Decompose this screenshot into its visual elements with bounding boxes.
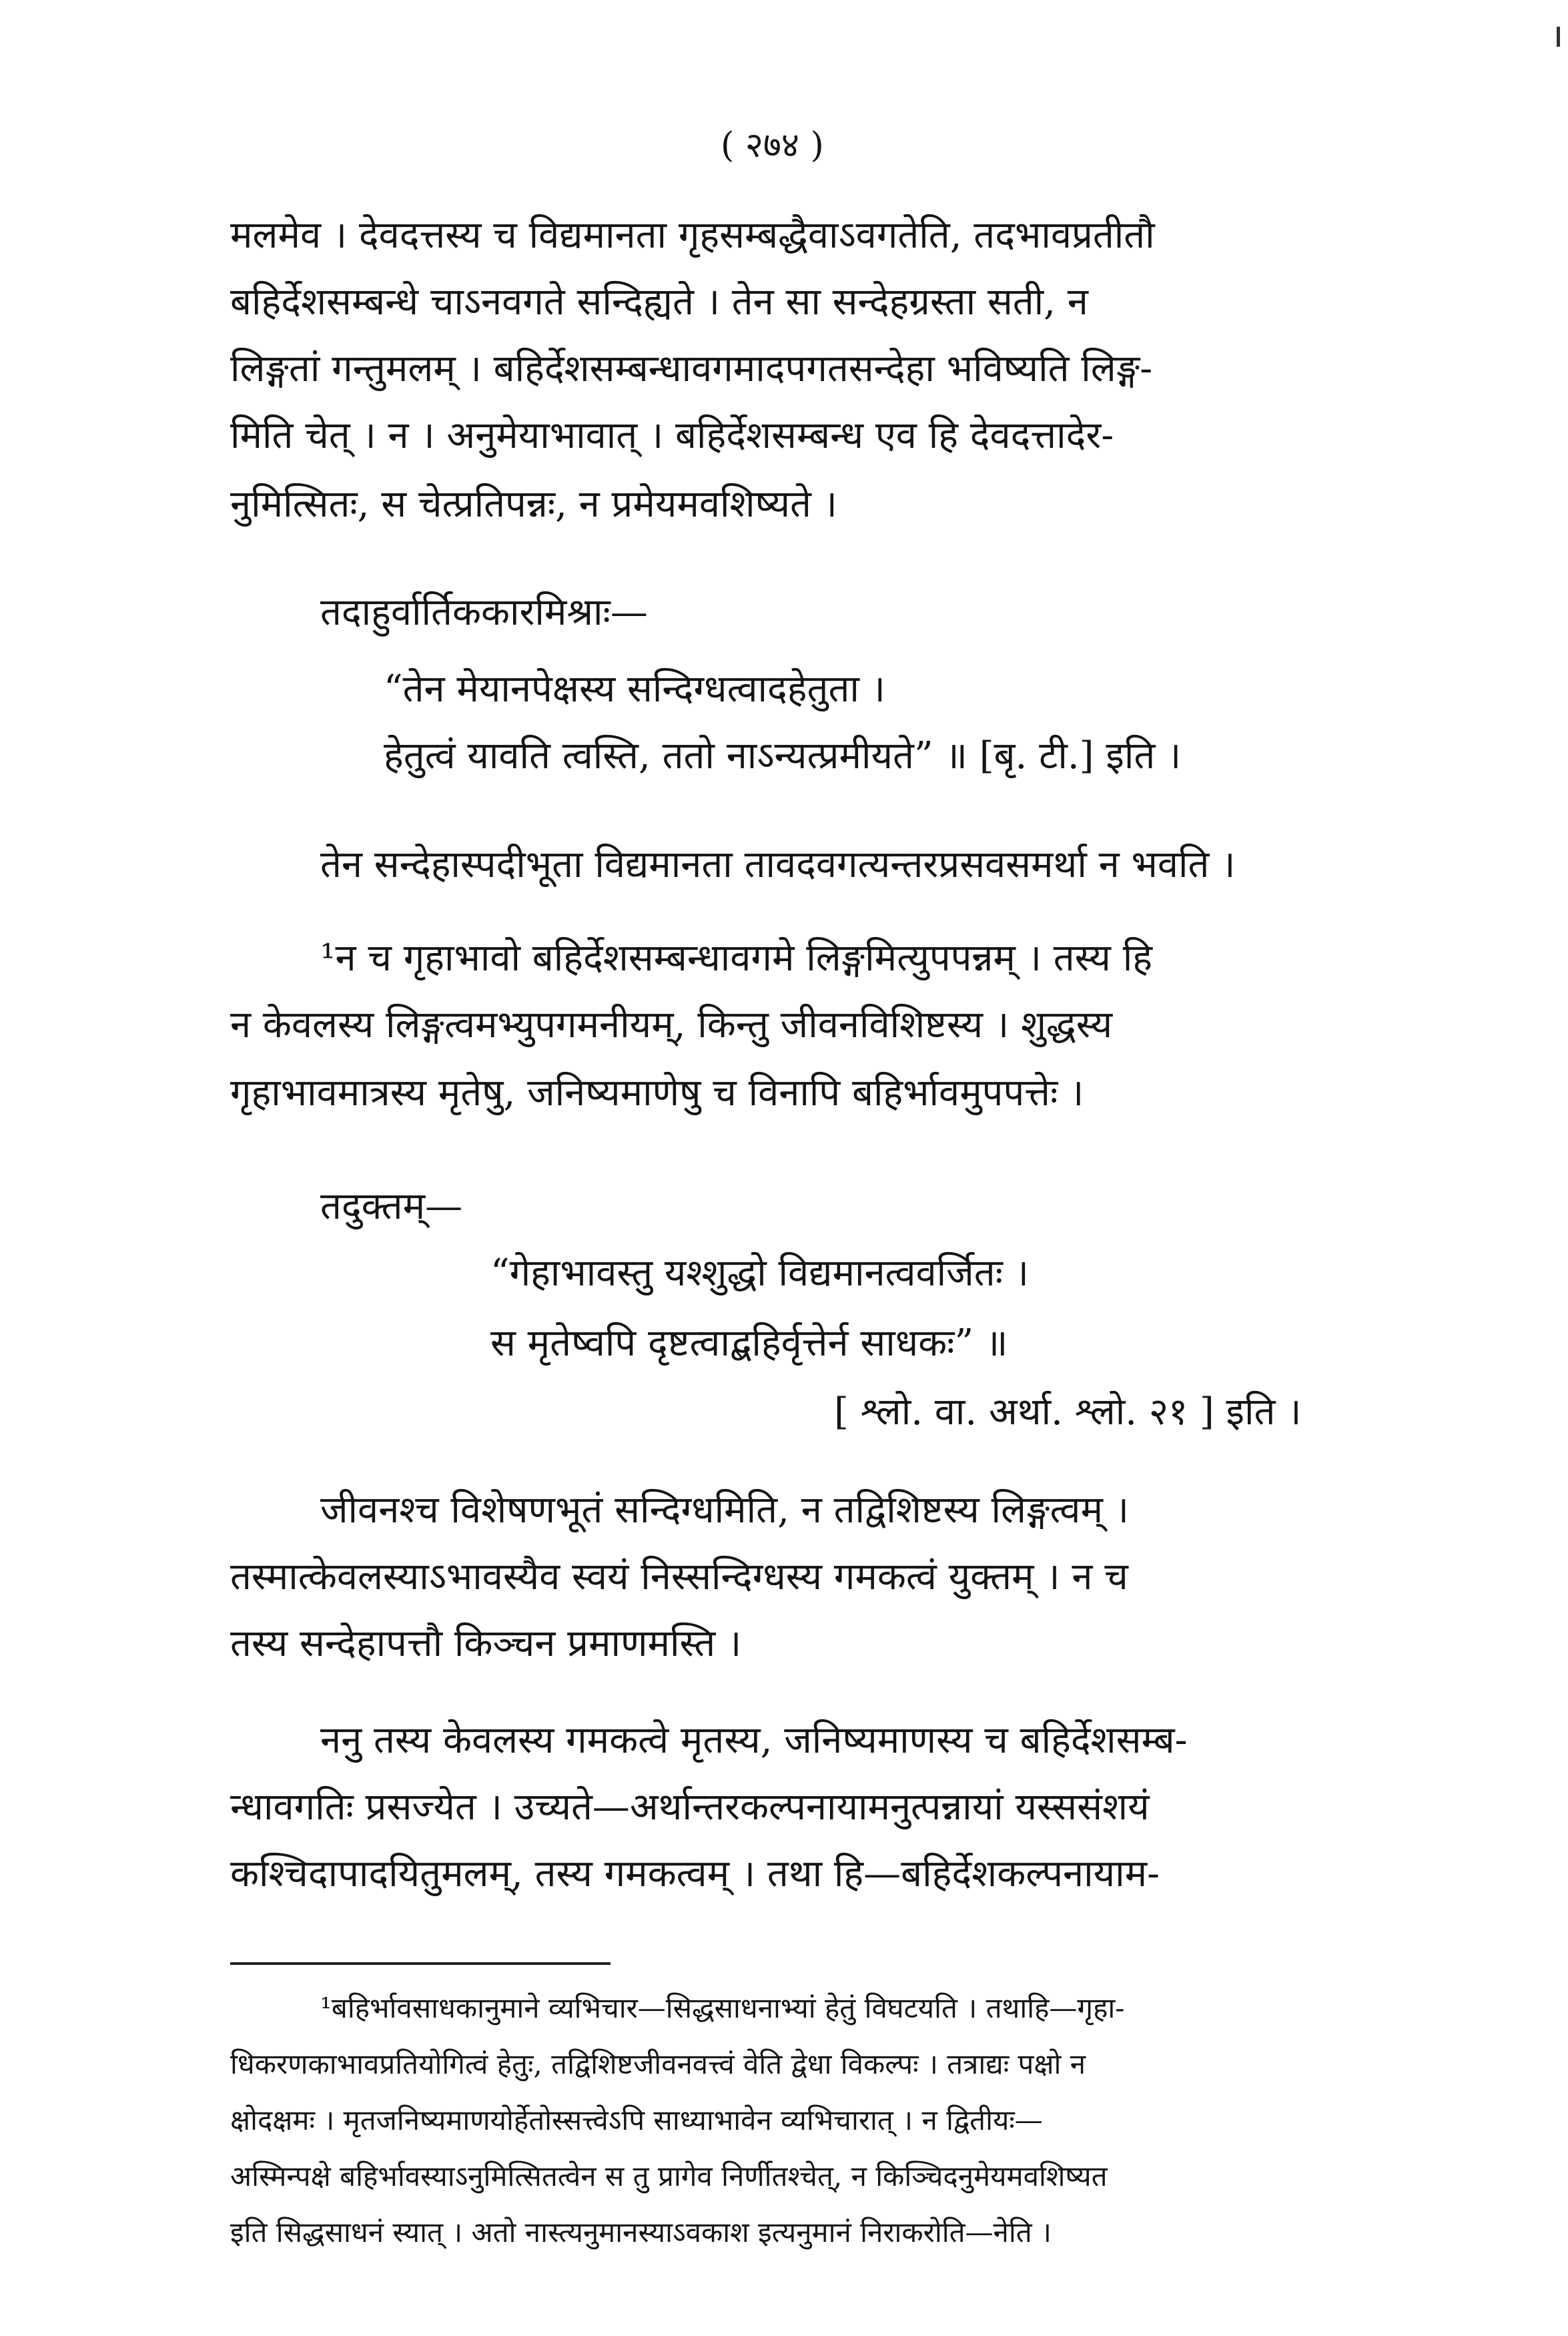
text-line: न्धावगतिः प्रसज्येत । उच्यते—अर्थान्तरकल्पनायामनुत्पन्नायां यस्ससंशयं <box>230 1785 1150 1829</box>
text-line: कश्चिदापादयितुमलम्, तस्य गमकत्वम् । तथा हि—बहिर्देशकल्पनायाम- <box>230 1852 1160 1895</box>
footnote-line: अस्मिन्पक्षे बहिर्भावस्याऽनुमित्सितत्वेन स तु प्रागेव निर्णीतश्चेत्, न किञ्चिदनुमेयमवशिष्यत <box>230 2160 1108 2193</box>
text-line: जीवनश्च विशेषणभूतं सन्दिग्धमिति, न तद्विशिष्टस्य लिङ्गत्वम् । <box>320 1488 1129 1532</box>
text-line: तस्मात्केवलस्याऽभावस्यैव स्वयं निस्सन्दिग्धस्य गमकत्वं युक्तम् । न च <box>230 1555 1128 1598</box>
page-number: ( २७४ ) <box>721 125 824 166</box>
text-line: न केवलस्य लिङ्गत्वमभ्युपगमनीयम्, किन्तु जीवनविशिष्टस्य । शुद्धस्य <box>230 1003 1113 1047</box>
footnote-line: क्षोदक्षमः । मृतजनिष्यमाणयोर्हेतोस्सत्त्वेऽपि साध्याभावेन व्यभिचारात् । न द्वितीयः— <box>230 2104 1043 2136</box>
text-line: नुमित्सितः, स चेत्प्रतिपन्नः, न प्रमेयमवशिष्यते । <box>230 483 837 526</box>
footnote-separator <box>230 1962 611 1965</box>
text-line: बहिर्देशसम्बन्धे चाऽनवगते सन्दिह्यते । तेन सा सन्देहग्रस्ता सती, न <box>230 280 1088 324</box>
text-line: मिति चेत् । न । अनुमेयाभावात् । बहिर्देशसम्बन्ध एव हि देवदत्तादेर- <box>230 414 1114 457</box>
scan-edge-mark <box>1557 27 1560 47</box>
footnote-line: ¹बहिर्भावसाधकानुमाने व्यभिचार—सिद्धसाधनाभ्यां हेतुं विघटयति । तथाहि—गृहा- <box>320 1992 1125 2024</box>
text-line: ननु तस्य केवलस्य गमकत्वे मृतस्य, जनिष्यमाणस्य च बहिर्देशसम्ब- <box>320 1719 1188 1762</box>
footnote-line: इति सिद्धसाधनं स्यात् । अतो नास्त्यनुमानस्याऽवकाश इत्यनुमानं निराकरोति—नेति । <box>230 2216 1052 2249</box>
verse-line: हेतुत्वं यावति त्वस्ति, ततो नाऽन्यत्प्रमीयते” ॥ [बृ. टी.] इति । <box>384 734 1182 778</box>
text-line: लिङ्गतां गन्तुमलम् । बहिर्देशसम्बन्धावगमादपगतसन्देहा भविष्यति लिङ्ग- <box>230 347 1153 390</box>
text-line: मलमेव । देवदत्तस्य च विद्यमानता गृहसम्बद्धैवाऽवगतेति, तदभावप्रतीतौ <box>230 214 1155 257</box>
verse-line: स मृतेष्वपि दृष्टत्वाद्बहिर्वृत्तेर्न साधकः” ॥ <box>490 1322 1008 1365</box>
text-line: ¹न च गृहाभावो बहिर्देशसम्बन्धावगमे लिङ्गमित्युपपन्नम् । तस्य हि <box>320 936 1152 980</box>
text-line: तदुक्तम्— <box>320 1185 463 1228</box>
text-line: तेन सन्देहास्पदीभूता विद्यमानता तावदवगत्यन्तरप्रसवसमर्था न भवति । <box>320 843 1236 886</box>
text-line: तदाहुर्वार्तिककारमिश्राः— <box>320 591 648 634</box>
text-line: तस्य सन्देहापत्तौ किञ्चन प्रमाणमस्ति । <box>230 1622 742 1665</box>
verse-line: “गेहाभावस्तु यश्शुद्धो विद्यमानत्ववर्जितः । <box>490 1251 1029 1295</box>
footnote-line: धिकरणकाभावप्रतियोगित्वं हेतुः, तद्विशिष्टजीवनवत्त्वं वेति द्वेधा विकल्पः । तत्राद्यः पक्षो न <box>230 2048 1086 2080</box>
verse-citation: [ श्लो. वा. अर्था. श्लो. २१ ] इति । <box>834 1390 1302 1434</box>
text-line: गृहाभावमात्रस्य मृतेषु, जनिष्यमाणेषु च विनापि बहिर्भावमुपपत्तेः । <box>230 1071 1084 1115</box>
verse-line: “तेन मेयानपेक्षस्य सन्दिग्धत्वादहेतुता । <box>384 667 885 711</box>
